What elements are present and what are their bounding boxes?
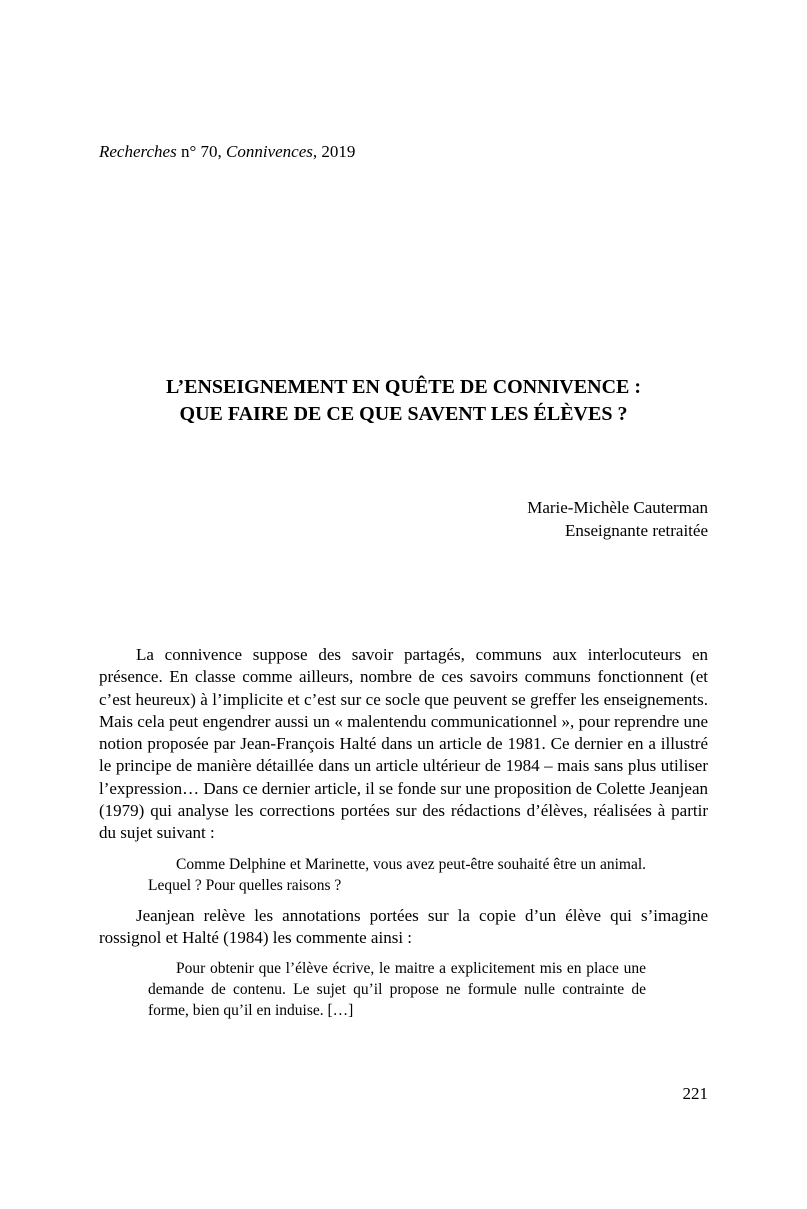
blockquote-subject: Comme Delphine et Marinette, vous avez peut-être souhaité être un animal. Lequel ? Pour quelles raisons ? [148,855,646,894]
journal-header [99,141,708,163]
journal-issue: n° 70, [176,142,227,161]
journal-name: Recherches [99,142,177,161]
article-title [99,374,708,428]
author-name: Marie-Michèle Cauterman [527,498,708,517]
blockquote-halte-comment: Pour obtenir que l’élève écrive, le maitre a explicitement mis en place une demande de contenu. Le sujet qu’il propose ne formule nulle contrainte de forme, bien qu’il en induise. […] [148,960,646,1020]
page-number: 221 [682,1084,708,1103]
author-block [99,496,708,542]
article-title-line1: L’ENSEIGNEMENT EN QUÊTE DE CONNIVENCE : [165,376,642,399]
author-role: Enseignante retraitée [564,521,708,540]
paragraph-1: La connivence suppose des savoir partagés, communs aux interlocuteurs en présence. En classe comme ailleurs, nombre de ces savoirs communs fonctionnent (et c’est heureux) à l’implicite et c’est sur ce socle que peuvent se greffer les enseignements. Mais cela peut engendrer aussi un « malentendu communicationnel », pour reprendre une notion proposée par Jean-François Halté dans un article de 1981. Ce dernier en a illustré le principe de manière détaillée dans un article ultérieur de 1984 – mais sans plus utiliser l’expression… Dans ce dernier article, il se fonde sur une proposition de Colette Jeanjean (1979) qui analyse les corrections portées sur des rédactions d’élèves, réalisées à partir du sujet suivant : [99,645,708,843]
article-title-line2: QUE FAIRE DE CE QUE SAVENT LES ÉLÈVES ? [179,403,628,426]
article-body [99,644,708,1030]
journal-issue-title: Connivences [226,142,313,161]
journal-year: , 2019 [312,142,356,161]
paragraph-2: Jeanjean relève les annotations portées sur la copie d’un élève qui s’imagine rossignol et Halté (1984) les commente ainsi : [99,905,708,947]
